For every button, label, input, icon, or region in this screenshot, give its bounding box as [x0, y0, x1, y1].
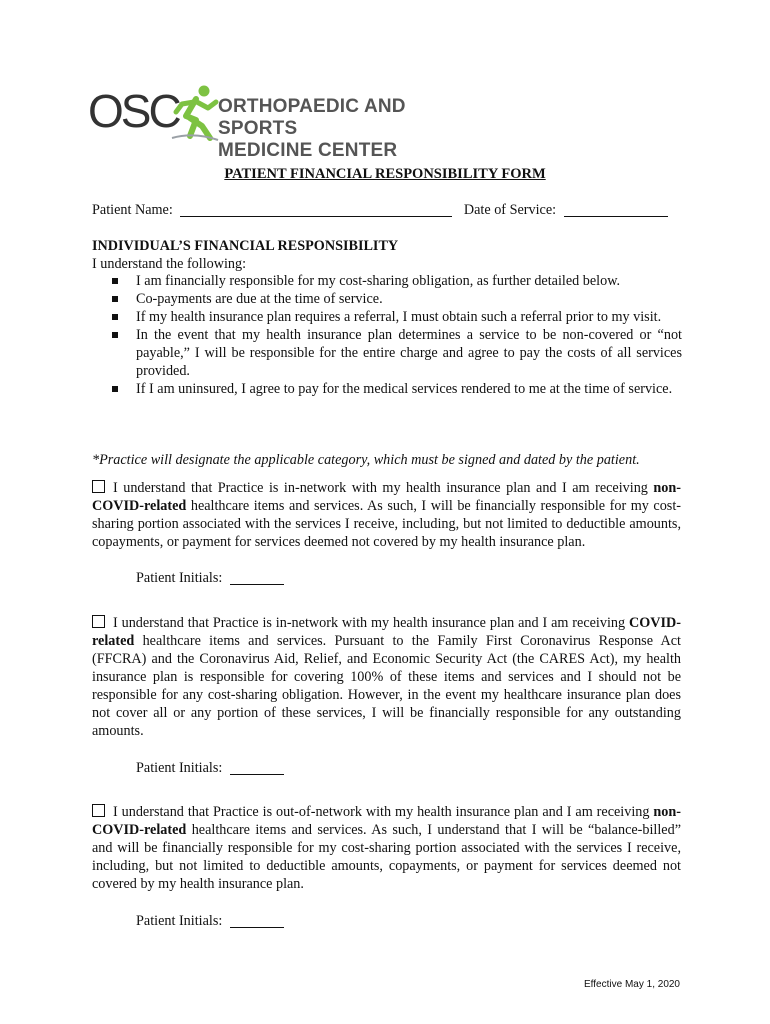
bullet-icon [112, 314, 118, 320]
list-item: I am financially responsible for my cost-sharing obligation, as further detailed below. [92, 272, 682, 290]
option-2-checkbox[interactable] [92, 615, 105, 628]
date-of-service-field[interactable] [564, 202, 668, 217]
option-non-covid-out-of-network: I understand that Practice is out-of-network with my health insurance plan and I am receiving non-COVID-related healthcare items and services. As such, I understand that I will be “balance-billed” and will be financially responsible for my cost-sharing portion associated with the services I receive, including, but not limited to deductible amounts, copayments, or payment for services deemed not covered by my health insurance plan. [92, 804, 681, 892]
initials-label: Patient Initials: [136, 570, 223, 586]
date-of-service-label: Date of Service: [463, 202, 557, 218]
osc-logo [88, 85, 488, 161]
responsibility-heading: INDIVIDUAL’S FINANCIAL RESPONSIBILITY [92, 238, 399, 254]
option-2-initials-row [136, 759, 284, 777]
list-item: If my health insurance plan requires a referral, I must obtain such a referral prior to my visit. [92, 308, 682, 326]
bullet-icon [112, 332, 118, 338]
patient-name-field[interactable] [180, 202, 452, 217]
option-1-checkbox[interactable] [92, 480, 105, 493]
initials-label: Patient Initials: [136, 760, 223, 776]
list-item: In the event that my health insurance plan determines a service to be non-covered or “not payable,” I will be responsible for the entire charge and agree to pay the costs of all services provided. [92, 326, 682, 380]
option-non-covid-in-network: I understand that Practice is in-network with my health insurance plan and I am receiving non-COVID-related healthcare items and services. As such, I will be financially responsible for my cost-sharing portion associated with the services I receive, including, but not limited to deductible amounts, copayments, or payment for services deemed not covered by my health insurance plan. [92, 480, 681, 550]
responsibility-intro: I understand the following: [92, 256, 247, 272]
option-3-initials-field[interactable] [230, 913, 284, 928]
option-3-checkbox[interactable] [92, 804, 105, 817]
option-2-initials-field[interactable] [230, 760, 284, 775]
list-item: Co-payments are due at the time of service. [92, 290, 682, 308]
option-1-initials-field[interactable] [230, 570, 284, 585]
logo-line-1: ORTHOPAEDIC AND SPORTS [218, 96, 406, 139]
bullet-icon [112, 278, 118, 284]
initials-label: Patient Initials: [136, 913, 223, 929]
responsibility-list [92, 272, 682, 398]
practice-note: *Practice will designate the applicable category, which must be signed and dated by the patient. [92, 452, 640, 468]
bullet-icon [112, 386, 118, 392]
option-covid-in-network: I understand that Practice is in-network with my health insurance plan and I am receiving COVID-related healthcare items and services. Pursuant to the Family First Coronavirus Response Act (FFCRA) and the Coronavirus Aid, Relief, and Economic Security Act (the CARES Act), my health insurance plan is responsible for covering 100% of these items and services and I should not be responsible for any cost-sharing obligation. However, in the event my healthcare insurance plan does not cover all or any portion of these services, I will be financially responsible for any outstanding amounts. [92, 615, 681, 739]
form-title: PATIENT FINANCIAL RESPONSIBILITY FORM [224, 166, 546, 182]
logo-osc-letters: OSC [88, 85, 179, 137]
runner-icon [166, 82, 222, 142]
logo-wordmark [218, 96, 488, 162]
logo-line-2: MEDICINE CENTER [218, 140, 398, 161]
patient-info-row [92, 201, 668, 219]
option-3-initials-row [136, 912, 284, 930]
patient-name-label: Patient Name: [92, 202, 173, 218]
list-item: If I am uninsured, I agree to pay for the medical services rendered to me at the time of service. [92, 380, 682, 398]
effective-date: Effective May 1, 2020 [584, 979, 680, 990]
option-1-initials-row [136, 569, 284, 587]
bullet-icon [112, 296, 118, 302]
